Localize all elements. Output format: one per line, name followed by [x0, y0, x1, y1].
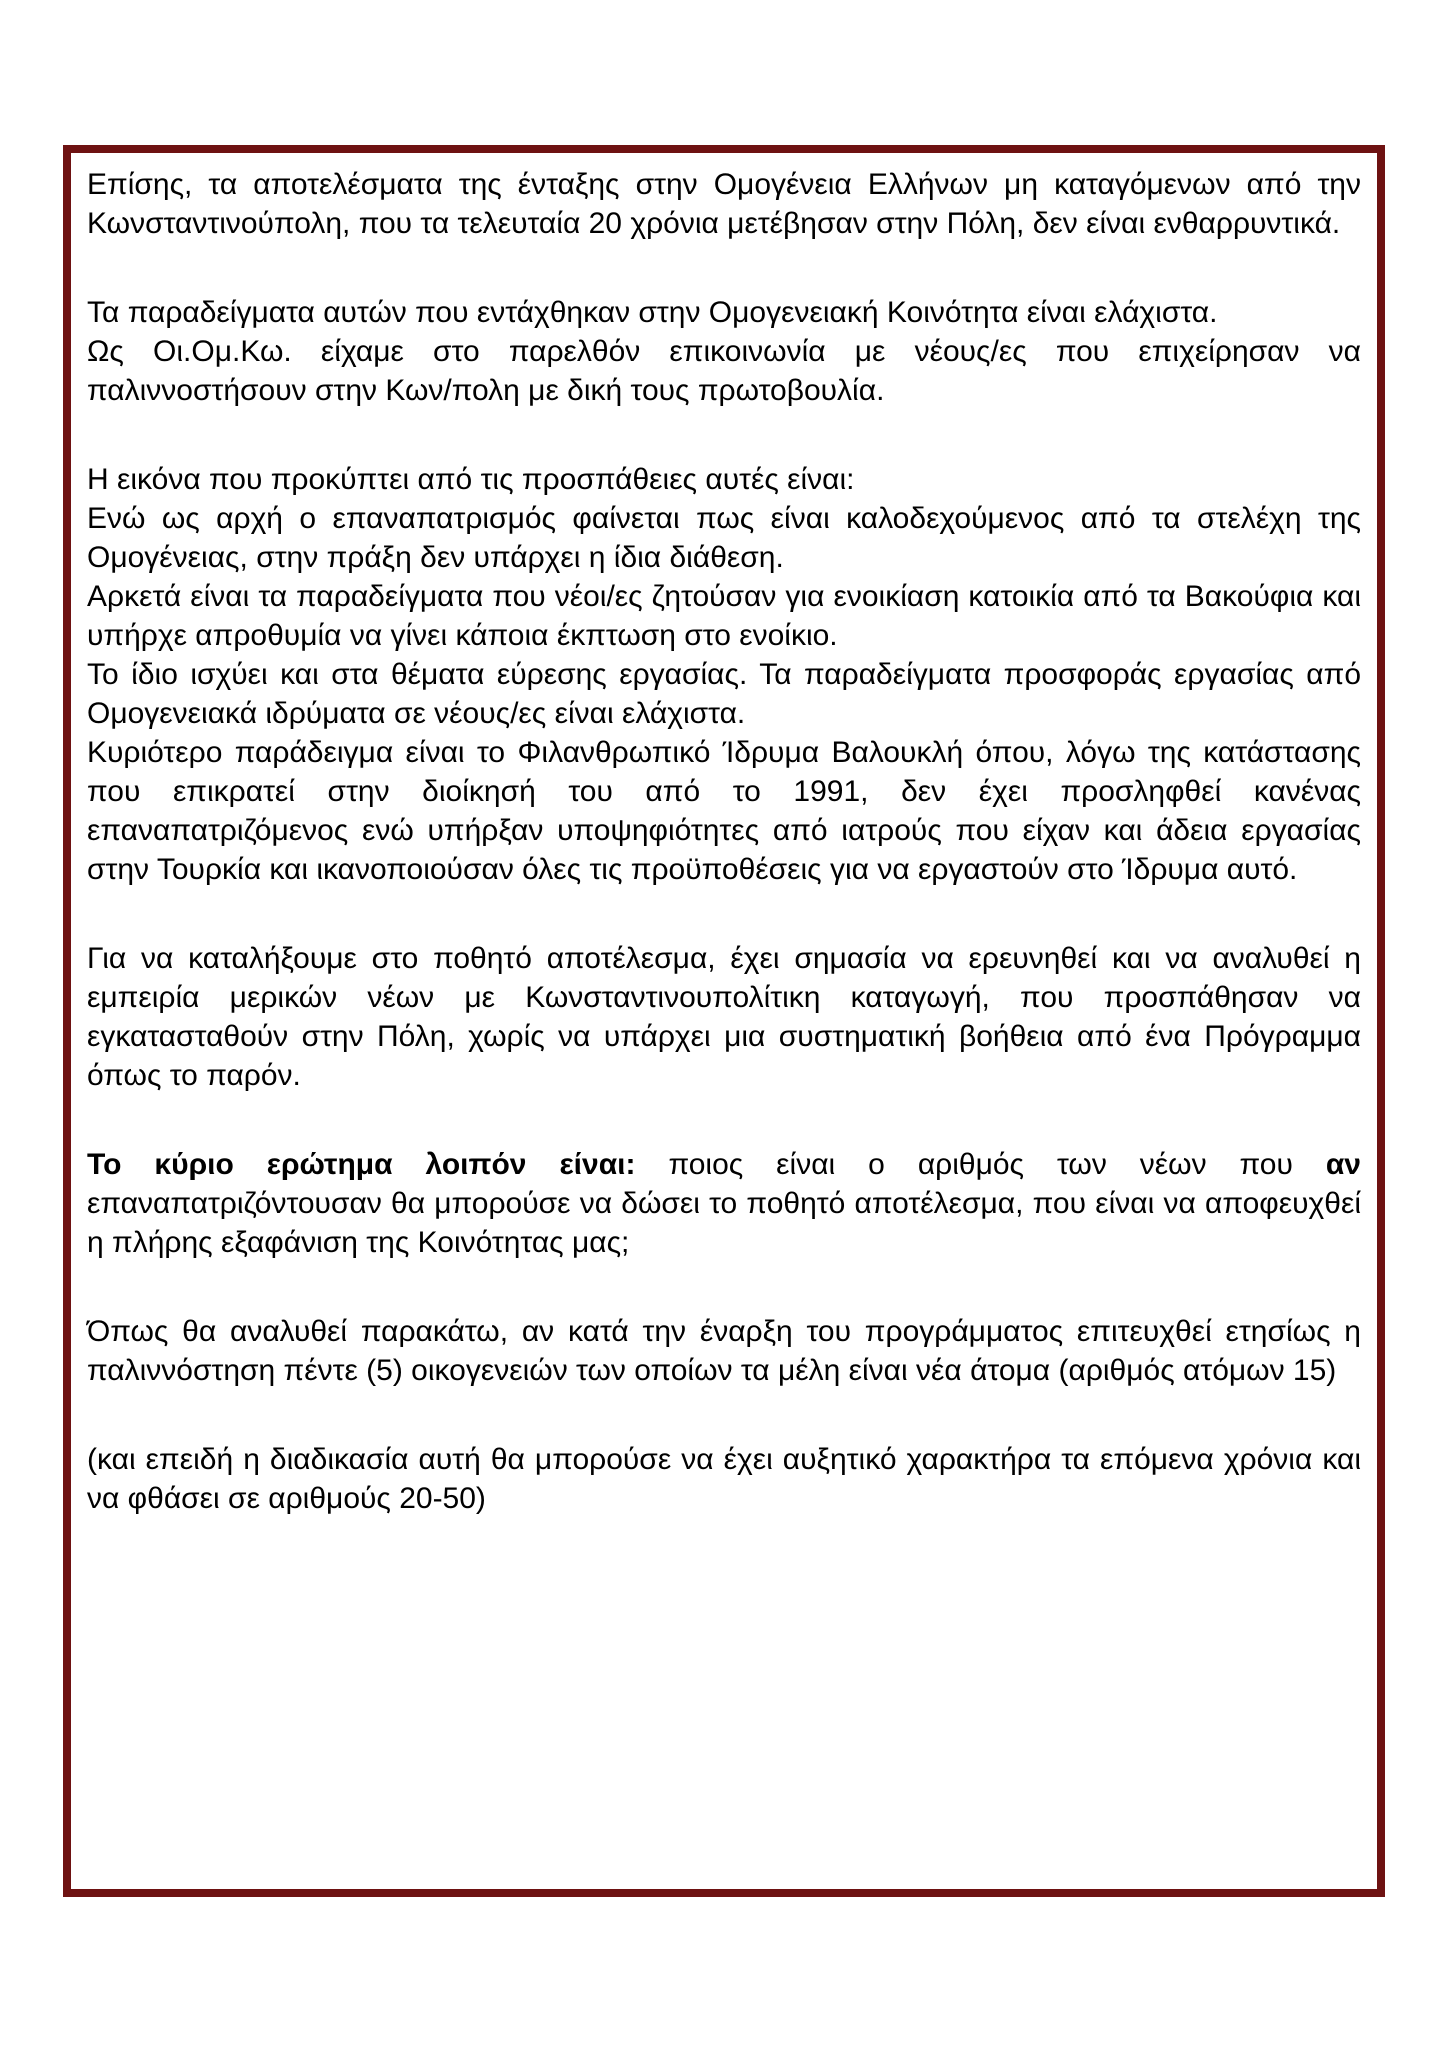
key-question-tail: επαναπατριζόντουσαν θα μπορούσε να δώσει το ποθητό αποτέλεσμα, που είναι να αποφευχθεί η πλήρης εξαφάνιση της Κοινότητας μας; — [87, 1187, 1361, 1259]
bordered-text-box — [63, 145, 1385, 1897]
paragraph-valoukli-foundation: Κυριότερο παράδειγμα είναι το Φιλανθρωπικό Ίδρυμα Βαλουκλή όπου, λόγω της κατάστασης που επικρατεί στην διοίκησή του από το 1991, δεν έχει προσληφθεί κανένας επαναπατριζόμενος ενώ υπήρξαν υποψηφιότητες από ιατρούς που είχαν και άδεια εργασίας στην Τουρκία και ικανοποιούσαν όλες τις προϋποθέσεις για να εργαστούν στο Ίδρυμα αυτό. — [87, 736, 1361, 886]
paragraph-five-families: Όπως θα αναλυθεί παρακάτω, αν κατά την έναρξη του προγράμματος επιτευχθεί ετησίως η παλιννόστηση πέντε (5) οικογενειών των οποίων τα μέλη είναι νέα άτομα (αριθμός ατόμων 15) — [87, 1315, 1361, 1387]
paragraph-oiomko-contact: Ως Οι.Ομ.Κω. είχαμε στο παρελθόν επικοινωνία με νέους/ες που επιχείρησαν να παλιννοστήσουν στην Κων/πολη με δική τους πρωτοβουλία. — [87, 335, 1361, 407]
paragraph-examples-few: Τα παραδείγματα αυτών που εντάχθηκαν στην Ομογενειακή Κοινότητα είναι ελάχιστα. — [87, 296, 1218, 329]
paragraph-employment: Το ίδιο ισχύει και στα θέματα εύρεσης εργασίας. Τα παραδείγματα προσφοράς εργασίας από Ομογενειακά ιδρύματα σε νέους/ες είναι ελάχιστα. — [87, 658, 1361, 730]
key-question-mid: ποιος είναι ο αριθμός των νέων που — [635, 1148, 1326, 1181]
paragraph-intro-results: Επίσης, τα αποτελέσματα της ένταξης στην Ομογένεια Ελλήνων μη καταγόμενων από την Κωνσταντινούπολη, που τα τελευταία 20 χρόνια μετέβησαν στην Πόλη, δεν είναι ενθαρρυντικά. — [87, 168, 1361, 240]
paragraph-picture-intro: Η εικόνα που προκύπτει από τις προσπάθειες αυτές είναι: — [87, 463, 855, 496]
paragraph-housing-examples: Αρκετά είναι τα παραδείγματα που νέοι/ες ζητούσαν για ενοικίαση κατοικία από τα Βακούφια και υπήρχε απροθυμία να γίνει κάποια έκπτωση στο ενοίκιο. — [87, 580, 1361, 652]
paragraph-desired-outcome: Για να καταλήξουμε στο ποθητό αποτέλεσμα, έχει σημασία να ερευνηθεί και να αναλυθεί η εμπειρία μερικών νέων με Κωνσταντινουπολίτικη καταγωγή, που προσπάθησαν να εγκατασταθούν στην Πόλη, χωρίς να υπάρχει μια συστηματική βοήθεια από ένα Πρόγραμμα όπως το παρόν. — [87, 942, 1361, 1092]
paragraph-key-question — [87, 1145, 1361, 1262]
paragraph-repatriation-attitude: Ενώ ως αρχή ο επαναπατρισμός φαίνεται πως είναι καλοδεχούμενος από τα στελέχη της Ομογένειας, στην πράξη δεν υπάρχει η ίδια διάθεση. — [87, 502, 1361, 574]
key-question-bold-intro: Το κύριο ερώτημα λοιπόν είναι: — [87, 1148, 636, 1181]
paragraph-growth-note: (και επειδή η διαδικασία αυτή θα μπορούσε να έχει αυξητικό χαρακτήρα τα επόμενα χρόνια και να φθάσει σε αριθμούς 20-50) — [87, 1443, 1361, 1515]
key-question-bold-emphasis: αν — [1325, 1148, 1361, 1181]
